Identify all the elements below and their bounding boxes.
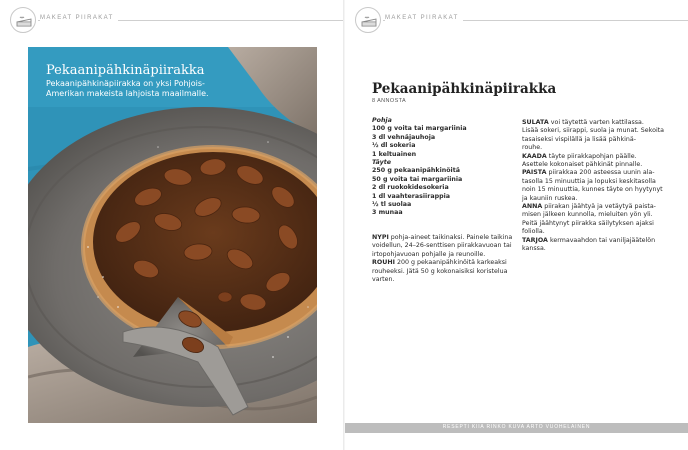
ingredient-item: 1 keltuainen (372, 150, 417, 158)
step-text: tasolla 15 minuuttia ja lopuksi keskitasolla (522, 177, 656, 185)
ingredient-item: 100 g voita tai margariinia (372, 125, 467, 133)
step-text: voi täytettä varten kattilassa. (548, 119, 644, 126)
instruction-step (522, 203, 664, 237)
step-verb: PAISTA (522, 169, 547, 177)
step-text: kanssa. (522, 245, 546, 253)
pie-photo-illustration (28, 47, 317, 423)
step-text: Asettele kokonaiset pähkinät pinnalle. (522, 161, 643, 169)
step-verb: NYPI (372, 233, 389, 241)
section-label: MAKEAT PIIRAKAT (385, 15, 463, 21)
step-text: irtopohjavuoan pohjalle ja reunoille. (372, 250, 486, 258)
step-text: varten. (372, 275, 395, 283)
caption-line: Amerikan makeista lahjoista maailmalle. (46, 89, 209, 98)
step-text: piirakan jäähtyä ja vetäytyä paista- (542, 203, 656, 211)
recipe-right-column (522, 119, 664, 254)
instruction-step (372, 233, 513, 259)
left-page-header (0, 0, 343, 40)
ingredient-item: 50 g voita tai margariinia (372, 175, 463, 183)
ingredient-item: 3 munaa (372, 209, 403, 217)
step-text: Lisää sokeri, siirappi, suola ja munat. Sekoita (522, 127, 665, 135)
step-text: Peitä jäähtynyt piirakka säilytyksen ajaksi (522, 219, 654, 227)
step-verb: TARJOA (522, 236, 548, 244)
ingredient-item: 1 dl vaahterasiirappia (372, 192, 450, 200)
pie-photo (28, 47, 317, 423)
step-verb: SULATA (522, 119, 549, 126)
step-text: 200 g pekaanipähkinöitä karkeaksi (394, 259, 507, 267)
step-text: pohja-aineet taikinaksi. Painele taikina (388, 233, 513, 241)
step-text: ja kauniin ruskea. (522, 194, 578, 202)
ingredient-item: 250 g pekaanipähkinöitä (372, 167, 460, 175)
photo-title: Pekaanipähkinäpiirakka (46, 63, 205, 78)
recipe-servings: 8 ANNOSTA (372, 98, 407, 104)
ingredient-list (372, 117, 508, 218)
photo-caption (46, 79, 246, 99)
recipe-left-column (372, 117, 513, 284)
step-text: rouheeksi. Jätä 50 g kokonaisiksi koristelua (372, 267, 508, 275)
section-label: MAKEAT PIIRAKAT (40, 15, 118, 21)
ingredient-heading: Täyte (372, 159, 391, 167)
ingredient-item: 3 dl vehnäjauhoja (372, 133, 436, 141)
step-text: foliolla. (522, 228, 545, 236)
step-text: rouhe. (522, 144, 543, 152)
instruction-step (522, 153, 664, 170)
instruction-step (522, 237, 664, 254)
recipe-title: Pekaanipähkinäpiirakka (372, 81, 557, 97)
credit-text: RESEPTI KIIA RINKO KUVA ARTO VUOHELAINEN (442, 424, 591, 430)
step-text: noin 15 minuuttia, kunnes täyte on hyytynyt (522, 186, 663, 194)
step-text: misen jälkeen kunnolla, mieluiten yön yli. (522, 211, 653, 219)
instruction-step (372, 259, 508, 284)
credit-footer (345, 423, 688, 433)
step-text: tasaiseksi vispilällä ja lisää pähkinä- (522, 135, 636, 143)
ingredient-heading: Pohja (372, 117, 392, 124)
step-text: piirakkaa 200 asteessa uunin ala- (546, 169, 655, 177)
instruction-step (522, 119, 664, 153)
instruction-step (522, 169, 664, 203)
ingredient-item: ½ dl sokeria (372, 142, 416, 150)
page-gutter (343, 0, 345, 450)
cake-slice-icon (355, 7, 381, 33)
step-verb: ROUHI (372, 259, 395, 267)
step-verb: KAADA (522, 152, 547, 160)
step-verb: ANNA (522, 203, 543, 211)
ingredient-item: ½ tl suolaa (372, 201, 412, 209)
ingredient-item: 2 dl ruokokidesokeria (372, 184, 449, 192)
step-text: täyte piirakkapohjan päälle. (546, 152, 637, 160)
step-text: kermavaahdon tai vaniljajäätelön (547, 236, 656, 244)
right-page-header (345, 0, 688, 40)
cake-slice-icon (10, 7, 36, 33)
caption-line: Pekaanipähkinäpiirakka on yksi Pohjois- (46, 79, 205, 88)
step-text: voidellun, 24–26-senttisen piirakkavuoan tai (372, 242, 512, 250)
